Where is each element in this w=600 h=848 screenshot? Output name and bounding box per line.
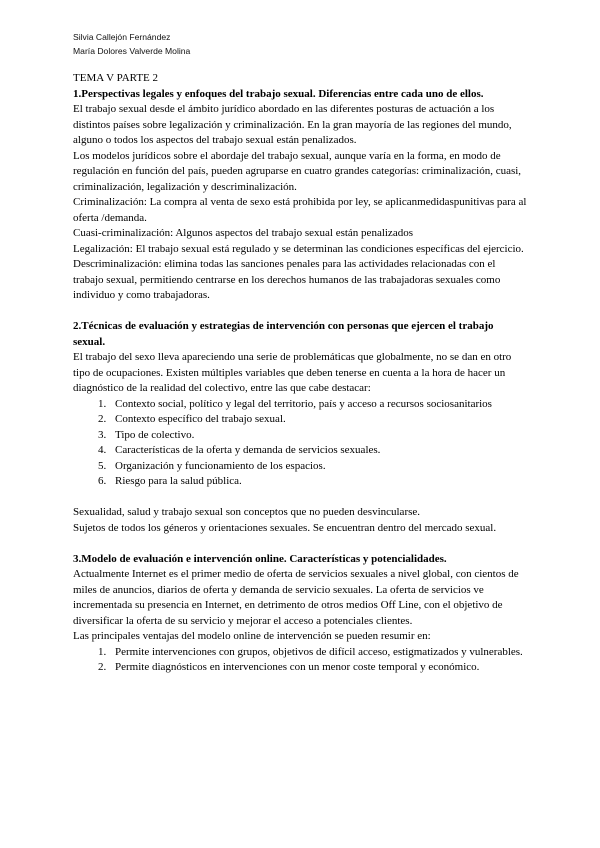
section-3-paragraph-2: Las principales ventajas del modelo online de intervención se pueden resumir en: [73, 630, 431, 642]
list-item: 2. Permite diagnósticos en intervenciones con un menor coste temporal y económico. [109, 660, 528, 676]
section-2-paragraph-1: El trabajo del sexo lleva apareciendo una serie de problemáticas que globalmente, no se dan en otro tipo de ocupaciones. Existen múltiples variables que deben tenerse en cuenta a la hora de hacer un diagnóstico de la realidad del colectivo, entre las que cabe destacar: [73, 351, 512, 394]
section-2-paragraph-2: Sexualidad, salud y trabajo sexual son conceptos que no pueden desvincularse. [73, 506, 421, 518]
author-header [73, 30, 190, 58]
spacer [73, 490, 528, 506]
section-1-paragraph-2: Los modelos jurídicos sobre el abordaje del trabajo sexual, aunque varía en la forma, en modo de regulación en función del país, pueden agruparse en cuatro grandes categorías: criminalización, cuasi, criminalización, legalización y descriminalización. [73, 149, 522, 193]
section-1-paragraph-3: Criminalización: La compra al venta de sexo está prohibida por ley, se aplicanmedidaspunitivas para al oferta /demanda. [73, 196, 527, 224]
list-item: 4. Características de la oferta y demanda de servicios sexuales. [109, 443, 528, 459]
section-3-heading: 3.Modelo de evaluación e intervención online. Características y potencialidades. [73, 552, 447, 565]
section-2-heading: 2.Técnicas de evaluación y estrategias de intervención con personas que ejercen el trabajo sexual. [73, 320, 494, 348]
author-name-2: María Dolores Valverde Molina [73, 46, 191, 56]
list-item: 1. Contexto social, político y legal del territorio, país y acceso a recursos sociosanitarios [109, 397, 528, 413]
list-item: 3. Tipo de colectivo. [109, 428, 528, 444]
document-title: TEMA V PARTE 2 [73, 72, 159, 84]
list-item: 5. Organización y funcionamiento de los espacios. [109, 459, 528, 475]
section-1-paragraph-5: Legalización: El trabajo sexual está regulado y se determinan las condiciones específicas del ejercicio. [73, 242, 524, 255]
section-3-list [73, 645, 528, 676]
spacer [73, 536, 528, 552]
document-body [73, 71, 528, 676]
section-1-paragraph-4: Cuasi-criminalización: Algunos aspectos del trabajo sexual están penalizados [73, 227, 413, 239]
section-2-list [73, 397, 528, 490]
list-item: 6. Riesgo para la salud pública. [109, 474, 528, 490]
section-2-paragraph-3: Sujetos de todos los géneros y orientaciones sexuales. Se encuentran dentro del mercado sexual. [73, 521, 497, 534]
list-item: 2. Contexto específico del trabajo sexual. [109, 412, 528, 428]
spacer [73, 304, 528, 320]
section-3-paragraph-1: Actualmente Internet es el primer medio de oferta de servicios sexuales a nivel global, con cientos de miles de anuncios, diarios de oferta y demanda de servicio sexuales. La oferta de servicios ve incrementada su presencia en Internet, en detrimento de otros medios Off Line, con el objetivo de diversificar la oferta de su servicio y mejorar el acceso a potenciales clientes. [73, 568, 519, 627]
author-name-1: Silvia Callejón Fernández [73, 32, 171, 42]
section-1-paragraph-6: Descriminalización: elimina todas las sanciones penales para las actividades relacionadas con el trabajo sexual, permitiendo centrarse en los derechos humanos de las trabajadoras sexuales como individuo y como trabajadoras. [73, 258, 501, 301]
section-1-heading: 1.Perspectivas legales y enfoques del trabajo sexual. Diferencias entre cada uno de ellos. [73, 87, 484, 100]
section-1-paragraph-1: El trabajo sexual desde el ámbito jurídico abordado en las diferentes posturas de actuación a los distintos países sobre legalización y criminalización. En la gran mayoría de las regiones del mundo, alguno o todos los aspectos del trabajo sexual están penalizados. [73, 103, 512, 146]
list-item: 1. Permite intervenciones con grupos, objetivos de difícil acceso, estigmatizados y vulnerables. [109, 645, 528, 661]
